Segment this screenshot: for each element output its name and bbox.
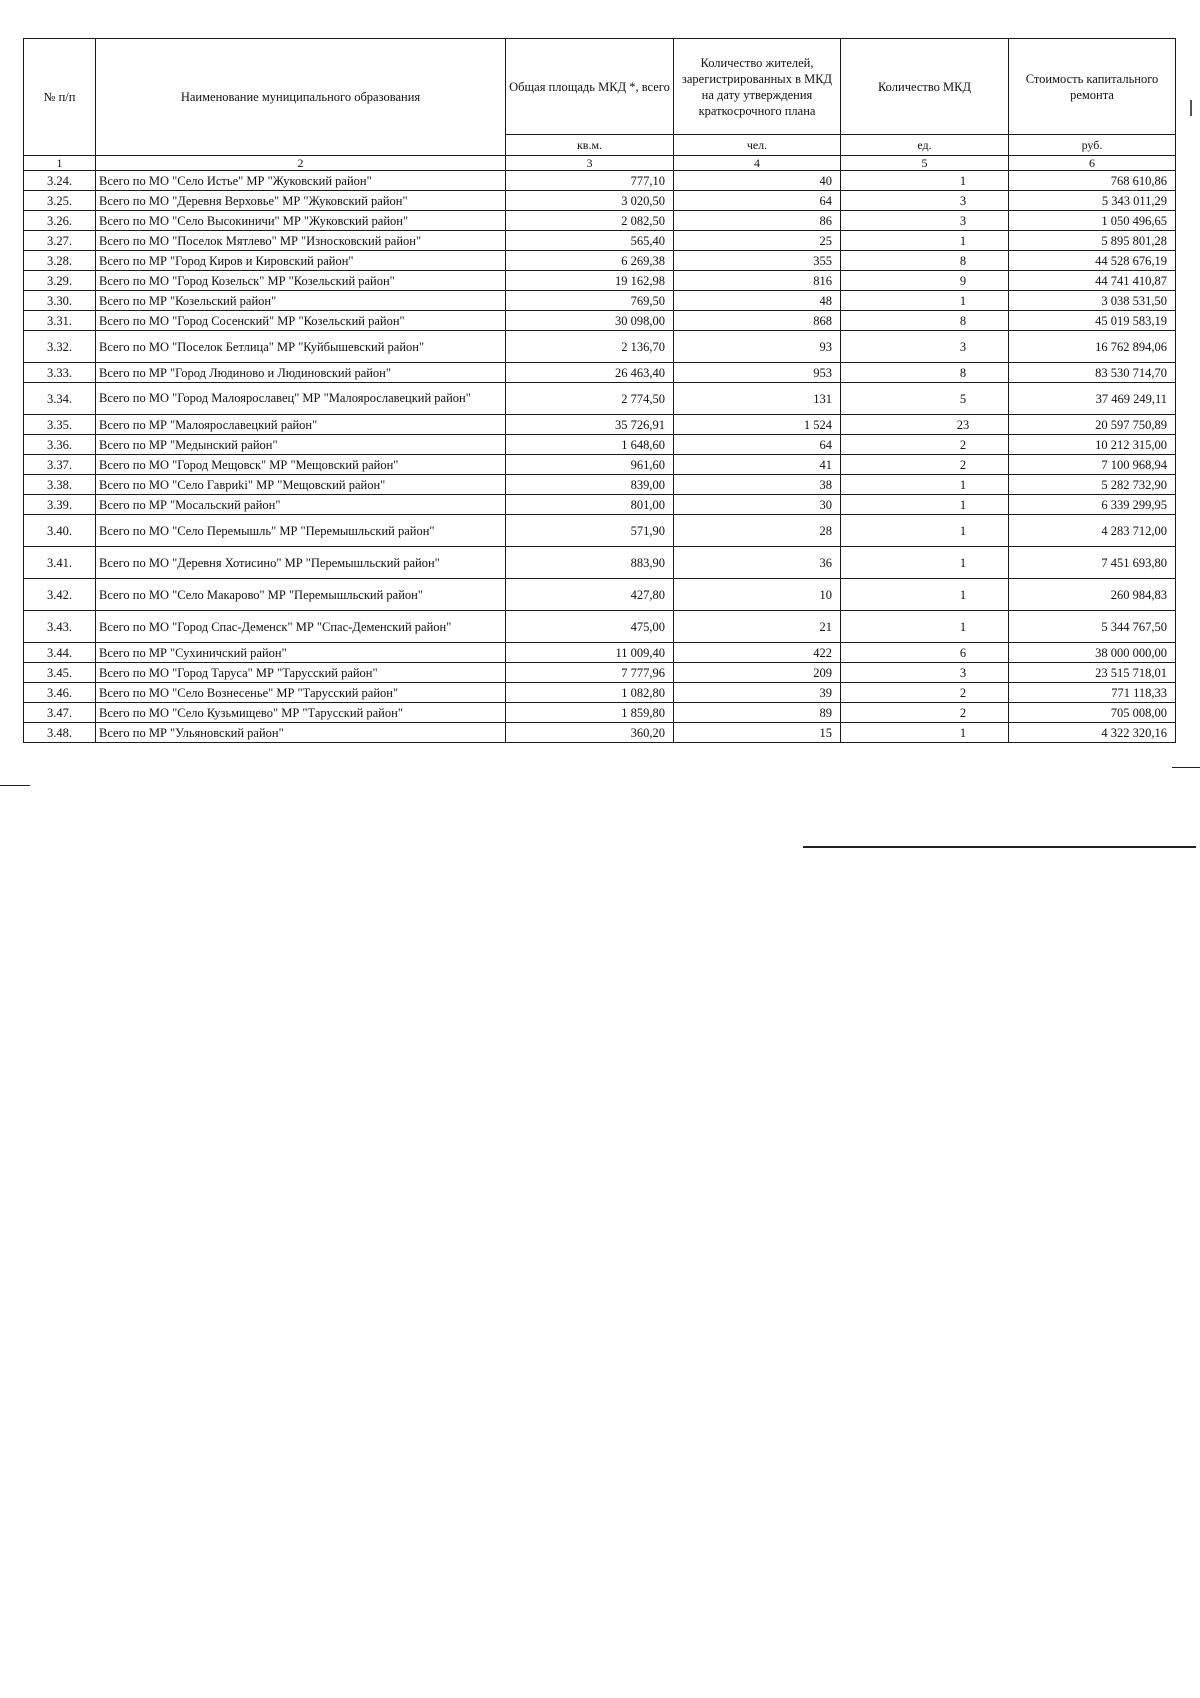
unit-residents: чел. <box>674 135 841 156</box>
building-count-value: 3 <box>841 663 1009 683</box>
capital-repair-table <box>23 38 1176 743</box>
building-count-value: 1 <box>841 611 1009 643</box>
area-value: 571,90 <box>506 515 674 547</box>
col-number: 2 <box>96 156 506 171</box>
col-number: 3 <box>506 156 674 171</box>
residents-value: 39 <box>674 683 841 703</box>
row-number: 3.47. <box>24 703 96 723</box>
table-row <box>24 611 1176 643</box>
building-count-value: 8 <box>841 251 1009 271</box>
area-value: 1 082,80 <box>506 683 674 703</box>
municipality-name: Всего по МО "Село Перемышль" МР "Перемышльский район" <box>96 515 506 547</box>
table-row <box>24 363 1176 383</box>
area-value: 2 774,50 <box>506 383 674 415</box>
residents-value: 36 <box>674 547 841 579</box>
row-number: 3.34. <box>24 383 96 415</box>
building-count-value: 2 <box>841 703 1009 723</box>
repair-cost-value: 1 050 496,65 <box>1009 211 1176 231</box>
table-row <box>24 455 1176 475</box>
municipality-name: Всего по МР "Козельский район" <box>96 291 506 311</box>
residents-value: 15 <box>674 723 841 743</box>
column-numbers-row <box>24 156 1176 171</box>
repair-cost-value: 38 000 000,00 <box>1009 643 1176 663</box>
table-row <box>24 311 1176 331</box>
municipality-name: Всего по МО "Город Спас-Деменск" МР "Спас-Деменский район" <box>96 611 506 643</box>
area-value: 6 269,38 <box>506 251 674 271</box>
repair-cost-value: 10 212 315,00 <box>1009 435 1176 455</box>
area-value: 360,20 <box>506 723 674 743</box>
table-row <box>24 495 1176 515</box>
row-number: 3.36. <box>24 435 96 455</box>
repair-cost-value: 3 038 531,50 <box>1009 291 1176 311</box>
row-number: 3.46. <box>24 683 96 703</box>
table-row <box>24 547 1176 579</box>
unit-area: кв.м. <box>506 135 674 156</box>
unit-cost: руб. <box>1009 135 1176 156</box>
residents-value: 209 <box>674 663 841 683</box>
table-row <box>24 435 1176 455</box>
row-number: 3.39. <box>24 495 96 515</box>
municipality-name: Всего по МР "Город Людиново и Людиновский район" <box>96 363 506 383</box>
building-count-value: 1 <box>841 495 1009 515</box>
residents-value: 953 <box>674 363 841 383</box>
area-value: 1 859,80 <box>506 703 674 723</box>
row-number: 3.44. <box>24 643 96 663</box>
residents-value: 38 <box>674 475 841 495</box>
row-number: 3.29. <box>24 271 96 291</box>
area-value: 565,40 <box>506 231 674 251</box>
table-row <box>24 415 1176 435</box>
table-row <box>24 723 1176 743</box>
repair-cost-value: 7 100 968,94 <box>1009 455 1176 475</box>
area-value: 839,00 <box>506 475 674 495</box>
table-row <box>24 231 1176 251</box>
area-value: 7 777,96 <box>506 663 674 683</box>
row-number: 3.37. <box>24 455 96 475</box>
table-row <box>24 579 1176 611</box>
row-number: 3.41. <box>24 547 96 579</box>
col-number: 6 <box>1009 156 1176 171</box>
area-value: 2 136,70 <box>506 331 674 363</box>
municipality-name: Всего по МО "Село Вознесенье" МР "Тарусский район" <box>96 683 506 703</box>
header-col-no: № п/п <box>24 39 96 156</box>
table-row <box>24 383 1176 415</box>
repair-cost-value: 260 984,83 <box>1009 579 1176 611</box>
municipality-name: Всего по МО "Село Кузьмищево" МР "Тарусский район" <box>96 703 506 723</box>
row-number: 3.24. <box>24 171 96 191</box>
building-count-value: 6 <box>841 643 1009 663</box>
header-col-count: Количество МКД <box>841 39 1009 135</box>
building-count-value: 1 <box>841 723 1009 743</box>
row-number: 3.27. <box>24 231 96 251</box>
repair-cost-value: 768 610,86 <box>1009 171 1176 191</box>
table-row <box>24 331 1176 363</box>
header-col-area: Общая площадь МКД *, всего <box>506 39 674 135</box>
residents-value: 28 <box>674 515 841 547</box>
municipality-name: Всего по МО "Село Гавриki" МР "Мещовский район" <box>96 475 506 495</box>
row-number: 3.35. <box>24 415 96 435</box>
table-row <box>24 683 1176 703</box>
repair-cost-value: 705 008,00 <box>1009 703 1176 723</box>
municipality-name: Всего по МО "Поселок Мятлево" МР "Износковский район" <box>96 231 506 251</box>
building-count-value: 1 <box>841 547 1009 579</box>
residents-value: 48 <box>674 291 841 311</box>
area-value: 26 463,40 <box>506 363 674 383</box>
repair-cost-value: 7 451 693,80 <box>1009 547 1176 579</box>
table-row <box>24 515 1176 547</box>
building-count-value: 1 <box>841 231 1009 251</box>
area-value: 2 082,50 <box>506 211 674 231</box>
header-row <box>24 39 1176 135</box>
repair-cost-value: 6 339 299,95 <box>1009 495 1176 515</box>
municipality-name: Всего по МО "Город Козельск" МР "Козельский район" <box>96 271 506 291</box>
repair-cost-value: 44 528 676,19 <box>1009 251 1176 271</box>
building-count-value: 1 <box>841 515 1009 547</box>
unit-count: ед. <box>841 135 1009 156</box>
signature-line <box>803 846 1196 848</box>
repair-cost-value: 5 344 767,50 <box>1009 611 1176 643</box>
municipality-name: Всего по МО "Город Таруса" МР "Тарусский район" <box>96 663 506 683</box>
table-row <box>24 663 1176 683</box>
repair-cost-value: 771 118,33 <box>1009 683 1176 703</box>
repair-cost-value: 5 343 011,29 <box>1009 191 1176 211</box>
municipality-name: Всего по МО "Деревня Верховье" МР "Жуковский район" <box>96 191 506 211</box>
cut-line-right <box>1172 767 1200 768</box>
residents-value: 25 <box>674 231 841 251</box>
repair-cost-value: 45 019 583,19 <box>1009 311 1176 331</box>
residents-value: 422 <box>674 643 841 663</box>
row-number: 3.31. <box>24 311 96 331</box>
area-value: 30 098,00 <box>506 311 674 331</box>
repair-cost-value: 4 322 320,16 <box>1009 723 1176 743</box>
summary-table-sheet <box>23 38 1176 743</box>
building-count-value: 1 <box>841 291 1009 311</box>
area-value: 961,60 <box>506 455 674 475</box>
repair-cost-value: 37 469 249,11 <box>1009 383 1176 415</box>
repair-cost-value: 83 530 714,70 <box>1009 363 1176 383</box>
table-row <box>24 475 1176 495</box>
area-value: 19 162,98 <box>506 271 674 291</box>
row-number: 3.33. <box>24 363 96 383</box>
municipality-name: Всего по МР "Город Киров и Кировский район" <box>96 251 506 271</box>
municipality-name: Всего по МР "Сухиничский район" <box>96 643 506 663</box>
residents-value: 41 <box>674 455 841 475</box>
residents-value: 1 524 <box>674 415 841 435</box>
row-number: 3.43. <box>24 611 96 643</box>
row-number: 3.28. <box>24 251 96 271</box>
table-row <box>24 251 1176 271</box>
table-row <box>24 191 1176 211</box>
row-number: 3.30. <box>24 291 96 311</box>
building-count-value: 8 <box>841 363 1009 383</box>
building-count-value: 2 <box>841 435 1009 455</box>
residents-value: 64 <box>674 191 841 211</box>
municipality-name: Всего по МО "Село Истье" МР "Жуковский район" <box>96 171 506 191</box>
building-count-value: 3 <box>841 211 1009 231</box>
area-value: 883,90 <box>506 547 674 579</box>
repair-cost-value: 44 741 410,87 <box>1009 271 1176 291</box>
building-count-value: 5 <box>841 383 1009 415</box>
residents-value: 868 <box>674 311 841 331</box>
municipality-name: Всего по МО "Село Макарово" МР "Перемышльский район" <box>96 579 506 611</box>
row-number: 3.45. <box>24 663 96 683</box>
building-count-value: 23 <box>841 415 1009 435</box>
table-row <box>24 171 1176 191</box>
repair-cost-value: 20 597 750,89 <box>1009 415 1176 435</box>
municipality-name: Всего по МО "Поселок Бетлица" МР "Куйбышевский район" <box>96 331 506 363</box>
building-count-value: 2 <box>841 455 1009 475</box>
repair-cost-value: 5 282 732,90 <box>1009 475 1176 495</box>
area-value: 475,00 <box>506 611 674 643</box>
col-number: 1 <box>24 156 96 171</box>
municipality-name: Всего по МР "Мосальский район" <box>96 495 506 515</box>
municipality-name: Всего по МО "Город Малоярославец" МР "Малоярославецкий район" <box>96 383 506 415</box>
residents-value: 816 <box>674 271 841 291</box>
header-col-name: Наименование муниципального образования <box>96 39 506 156</box>
row-number: 3.38. <box>24 475 96 495</box>
residents-value: 40 <box>674 171 841 191</box>
repair-cost-value: 16 762 894,06 <box>1009 331 1176 363</box>
margin-mark <box>1190 100 1192 116</box>
residents-value: 30 <box>674 495 841 515</box>
area-value: 1 648,60 <box>506 435 674 455</box>
row-number: 3.32. <box>24 331 96 363</box>
municipality-name: Всего по МО "Деревня Хотисино" МР "Перемышльский район" <box>96 547 506 579</box>
table-row <box>24 643 1176 663</box>
header-col-cost: Стоимость капитального ремонта <box>1009 39 1176 135</box>
area-value: 777,10 <box>506 171 674 191</box>
residents-value: 86 <box>674 211 841 231</box>
building-count-value: 3 <box>841 191 1009 211</box>
residents-value: 10 <box>674 579 841 611</box>
table-body <box>24 171 1176 743</box>
table-row <box>24 703 1176 723</box>
row-number: 3.42. <box>24 579 96 611</box>
area-value: 801,00 <box>506 495 674 515</box>
residents-value: 21 <box>674 611 841 643</box>
table-row <box>24 291 1176 311</box>
area-value: 427,80 <box>506 579 674 611</box>
building-count-value: 8 <box>841 311 1009 331</box>
municipality-name: Всего по МР "Ульяновский район" <box>96 723 506 743</box>
row-number: 3.40. <box>24 515 96 547</box>
building-count-value: 9 <box>841 271 1009 291</box>
row-number: 3.26. <box>24 211 96 231</box>
residents-value: 131 <box>674 383 841 415</box>
table-row <box>24 211 1176 231</box>
row-number: 3.48. <box>24 723 96 743</box>
area-value: 3 020,50 <box>506 191 674 211</box>
building-count-value: 3 <box>841 331 1009 363</box>
residents-value: 93 <box>674 331 841 363</box>
col-number: 4 <box>674 156 841 171</box>
area-value: 769,50 <box>506 291 674 311</box>
building-count-value: 2 <box>841 683 1009 703</box>
building-count-value: 1 <box>841 475 1009 495</box>
municipality-name: Всего по МО "Село Высокиничи" МР "Жуковский район" <box>96 211 506 231</box>
area-value: 11 009,40 <box>506 643 674 663</box>
repair-cost-value: 23 515 718,01 <box>1009 663 1176 683</box>
municipality-name: Всего по МР "Медынский район" <box>96 435 506 455</box>
row-number: 3.25. <box>24 191 96 211</box>
col-number: 5 <box>841 156 1009 171</box>
municipality-name: Всего по МО "Город Сосенский" МР "Козельский район" <box>96 311 506 331</box>
residents-value: 355 <box>674 251 841 271</box>
municipality-name: Всего по МО "Город Мещовск" МР "Мещовский район" <box>96 455 506 475</box>
area-value: 35 726,91 <box>506 415 674 435</box>
repair-cost-value: 5 895 801,28 <box>1009 231 1176 251</box>
residents-value: 64 <box>674 435 841 455</box>
header-col-residents: Количество жителей, зарегистрированных в МКД на дату утверждения краткосрочного плана <box>674 39 841 135</box>
municipality-name: Всего по МР "Малоярославецкий район" <box>96 415 506 435</box>
repair-cost-value: 4 283 712,00 <box>1009 515 1176 547</box>
cut-line-left <box>0 785 30 786</box>
residents-value: 89 <box>674 703 841 723</box>
building-count-value: 1 <box>841 171 1009 191</box>
building-count-value: 1 <box>841 579 1009 611</box>
table-row <box>24 271 1176 291</box>
